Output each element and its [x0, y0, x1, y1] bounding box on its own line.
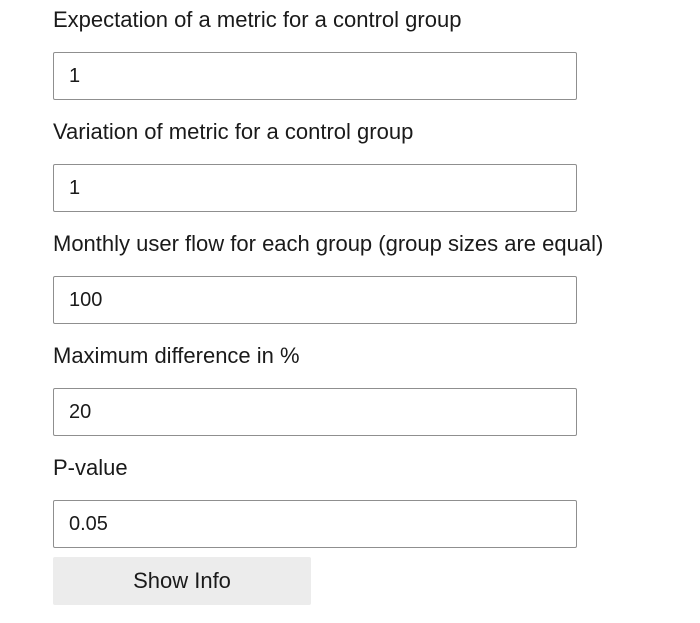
user-flow-label: Monthly user flow for each group (group sizes are equal)	[53, 231, 604, 256]
max-difference-input[interactable]	[53, 388, 577, 436]
user-flow-input[interactable]	[53, 276, 577, 324]
variation-label: Variation of metric for a control group	[53, 119, 414, 144]
show-info-button[interactable]: Show Info	[53, 557, 311, 605]
max-difference-label: Maximum difference in %	[53, 343, 300, 368]
p-value-input[interactable]	[53, 500, 577, 548]
expectation-label: Expectation of a metric for a control group	[53, 7, 462, 32]
expectation-input[interactable]	[53, 52, 577, 100]
variation-input[interactable]	[53, 164, 577, 212]
p-value-label: P-value	[53, 455, 128, 480]
